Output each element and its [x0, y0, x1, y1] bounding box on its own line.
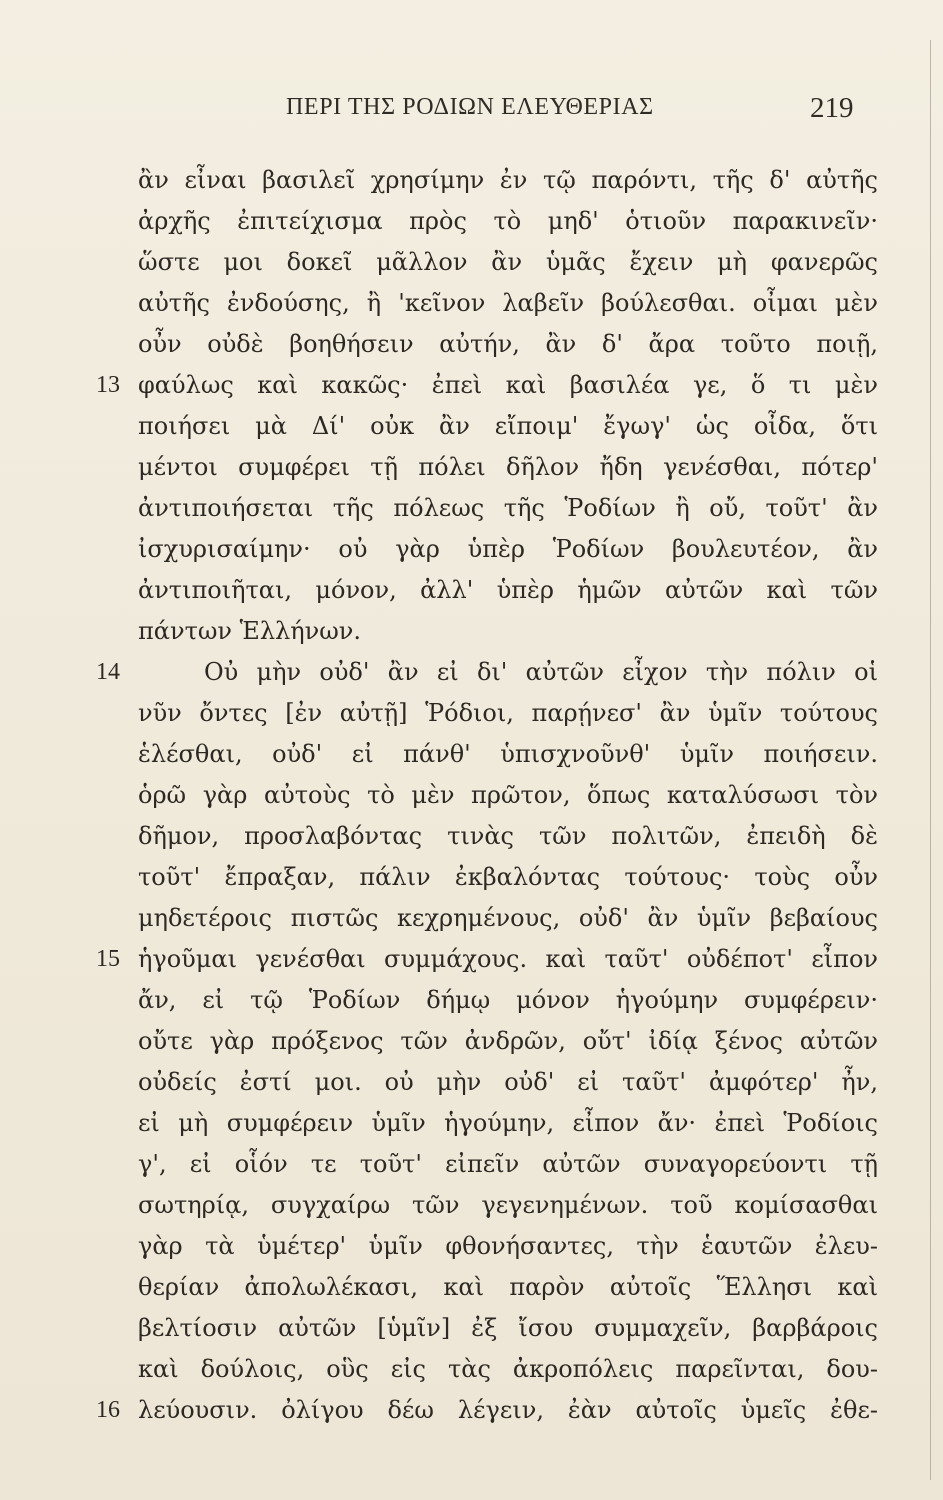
text-line: βελτίοσιν αὐτῶν [ὑμῖν] ἐξ ἴσου συμμαχεῖν, βαρβάροις	[138, 1314, 878, 1342]
section-number: 14	[96, 659, 120, 685]
text-line: τοῦτ' ἔπραξαν, πάλιν ἐκβαλόντας τούτους· τοὺς οὖν	[138, 863, 878, 891]
text-line: οὔτε γὰρ πρόξενος τῶν ἀνδρῶν, οὔτ' ἰδίᾳ ξένος αὐτῶν	[138, 1027, 878, 1055]
text-line: ἀντιποιῆται, μόνον, ἀλλ' ὑπὲρ ἡμῶν αὐτῶν καὶ τῶν	[138, 576, 878, 604]
page-number: 219	[810, 92, 854, 124]
text-line: εἰ μὴ συμφέρειν ὑμῖν ἡγούμην, εἶπον ἄν· ἐπεὶ Ῥοδίοις	[138, 1109, 878, 1137]
page-header	[0, 92, 943, 132]
text-line: αὐτῆς ἐνδούσης, ἢ 'κεῖνον λαβεῖν βούλεσθαι. οἶμαι μὲν	[138, 289, 878, 317]
text-line: ἑλέσθαι, οὐδ' εἰ πάνθ' ὑπισχνοῦνθ' ὑμῖν ποιήσειν.	[138, 740, 878, 768]
section-number: 13	[96, 372, 120, 398]
section-number: 16	[96, 1397, 120, 1423]
text-line: λεύουσιν. ὀλίγου δέω λέγειν, ἐὰν αὐτοῖς ὑμεῖς ἐθε-	[138, 1396, 878, 1424]
text-line: θερίαν ἀπολωλέκασι, καὶ παρὸν αὐτοῖς Ἕλλησι καὶ	[138, 1273, 878, 1301]
text-line: δῆμον, προσλαβόντας τινὰς τῶν πολιτῶν, ἐπειδὴ δὲ	[138, 822, 878, 850]
page-edge-line	[930, 40, 931, 1480]
text-line: ἰσχυρισαίμην· οὐ γὰρ ὑπὲρ Ῥοδίων βουλευτέον, ἂν	[138, 535, 878, 563]
text-line: οὐδείς ἐστί μοι. οὐ μὴν οὐδ' εἰ ταῦτ' ἀμφότερ' ἦν,	[138, 1068, 878, 1096]
text-line: μηδετέροις πιστῶς κεχρημένους, οὐδ' ἂν ὑμῖν βεβαίους	[138, 904, 878, 932]
text-line: ὁρῶ γὰρ αὐτοὺς τὸ μὲν πρῶτον, ὅπως καταλύσωσι τὸν	[138, 781, 878, 809]
text-line: ἀντιποιήσεται τῆς πόλεως τῆς Ῥοδίων ἢ οὔ, τοῦτ' ἂν	[138, 494, 878, 522]
running-title: ΠΕΡΙ ΤΗΣ ΡΟΔΙΩΝ ΕΛΕΥΘΕΡΙΑΣ	[286, 94, 654, 120]
text-line: ἀρχῆς ἐπιτείχισμα πρὸς τὸ μηδ' ὁτιοῦν παρακινεῖν·	[138, 207, 878, 235]
text-line: Οὐ μὴν οὐδ' ἂν εἰ δι' αὐτῶν εἶχον τὴν πόλιν οἱ	[204, 658, 878, 686]
text-line: ἂν εἶναι βασιλεῖ χρησίμην ἐν τῷ παρόντι, τῆς δ' αὐτῆς	[138, 166, 878, 194]
text-line: γὰρ τὰ ὑμέτερ' ὑμῖν φθονήσαντες, τὴν ἑαυτῶν ἐλευ-	[138, 1232, 878, 1260]
section-number: 15	[96, 946, 120, 972]
text-line: νῦν ὄντες [ἐν αὐτῇ] Ῥόδιοι, παρῄνεσ' ἂν ὑμῖν τούτους	[138, 699, 878, 727]
text-line: ἄν, εἰ τῷ Ῥοδίων δήμῳ μόνον ἡγούμην συμφέρειν·	[138, 986, 878, 1014]
text-line: οὖν οὐδὲ βοηθήσειν αὐτήν, ἂν δ' ἄρα τοῦτο ποιῇ,	[138, 330, 878, 358]
text-line: ἡγοῦμαι γενέσθαι συμμάχους. καὶ ταῦτ' οὐδέποτ' εἶπον	[138, 945, 878, 973]
text-line: μέντοι συμφέρει τῇ πόλει δῆλον ἤδη γενέσθαι, πότερ'	[138, 453, 878, 481]
text-line: φαύλως καὶ κακῶς· ἐπεὶ καὶ βασιλέα γε, ὅ τι μὲν	[138, 371, 878, 399]
text-line: ὥστε μοι δοκεῖ μᾶλλον ἂν ὑμᾶς ἔχειν μὴ φανερῶς	[138, 248, 878, 276]
text-line: σωτηρίᾳ, συγχαίρω τῶν γεγενημένων. τοῦ κομίσασθαι	[138, 1191, 878, 1219]
text-line: καὶ δούλοις, οὓς εἰς τὰς ἀκροπόλεις παρεῖνται, δου-	[138, 1355, 878, 1383]
text-line: ποιήσει μὰ Δί' οὐκ ἂν εἴποιμ' ἔγωγ' ὡς οἶδα, ὅτι	[138, 412, 878, 440]
text-line: πάντων Ἑλλήνων.	[138, 617, 362, 645]
text-line: γ', εἰ οἷόν τε τοῦτ' εἰπεῖν αὐτῶν συναγορεύοντι τῇ	[138, 1150, 878, 1178]
